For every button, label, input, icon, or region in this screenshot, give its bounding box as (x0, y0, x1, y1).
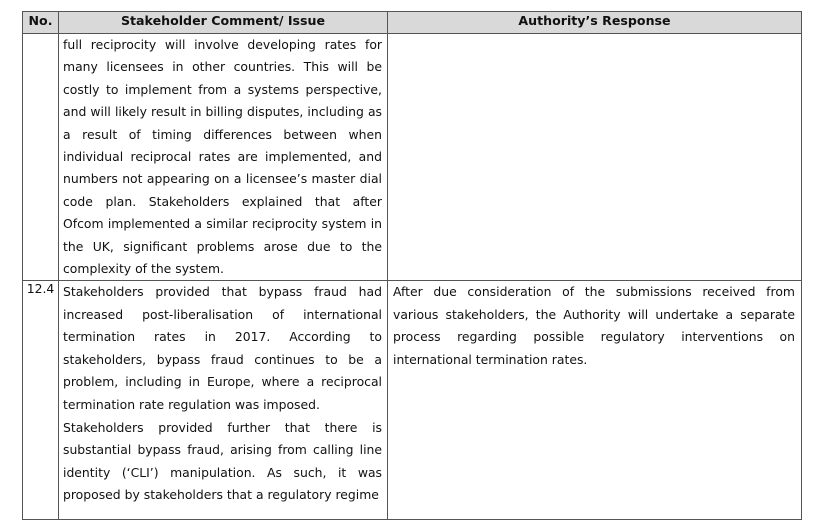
comment-paragraph: Stakeholders provided that bypass fraud had increased post-liberalisation of international termination rates in 2017. According to stakeholders, bypass fraud continues to be a problem, including in Europe, where a reciprocal termination rate regulation was imposed. (63, 284, 382, 412)
header-stakeholder-comment: Stakeholder Comment/ Issue (59, 12, 388, 34)
table-row (23, 281, 802, 519)
stakeholder-comment-cell (59, 34, 388, 281)
stakeholder-comment-cell (59, 281, 388, 519)
row-number (23, 34, 59, 281)
authority-response-cell (388, 34, 802, 281)
table-header-row (23, 12, 802, 34)
response-paragraph: After due consideration of the submissions received from various stakeholders, the Authority will undertake a separate process regarding possible regulatory interventions on international termination rates. (393, 284, 795, 367)
header-authority-response: Authority’s Response (388, 12, 802, 34)
header-no: No. (23, 12, 59, 34)
page-cutoff-spacer (59, 507, 387, 519)
comment-paragraph: full reciprocity will involve developing rates for many licensees in other countries. This will be costly to implement from a systems perspective, and will likely result in billing disputes, including as a result of timing differences between when individual reciprocal rates are implemented, and numbers not appearing on a licensee’s master dial code plan. Stakeholders explained that after Ofcom implemented a similar reciprocity system in the UK, significant problems arose due to the complexity of the system. (63, 37, 382, 277)
authority-response-cell (388, 281, 802, 519)
comments-table (22, 11, 802, 520)
comment-paragraph: Stakeholders provided further that there is substantial bypass fraud, arising from calling line identity (‘CLI’) manipulation. As such, it was proposed by stakeholders that a regulatory regime (63, 419, 382, 503)
table-row (23, 34, 802, 281)
row-number: 12.4 (23, 281, 59, 519)
